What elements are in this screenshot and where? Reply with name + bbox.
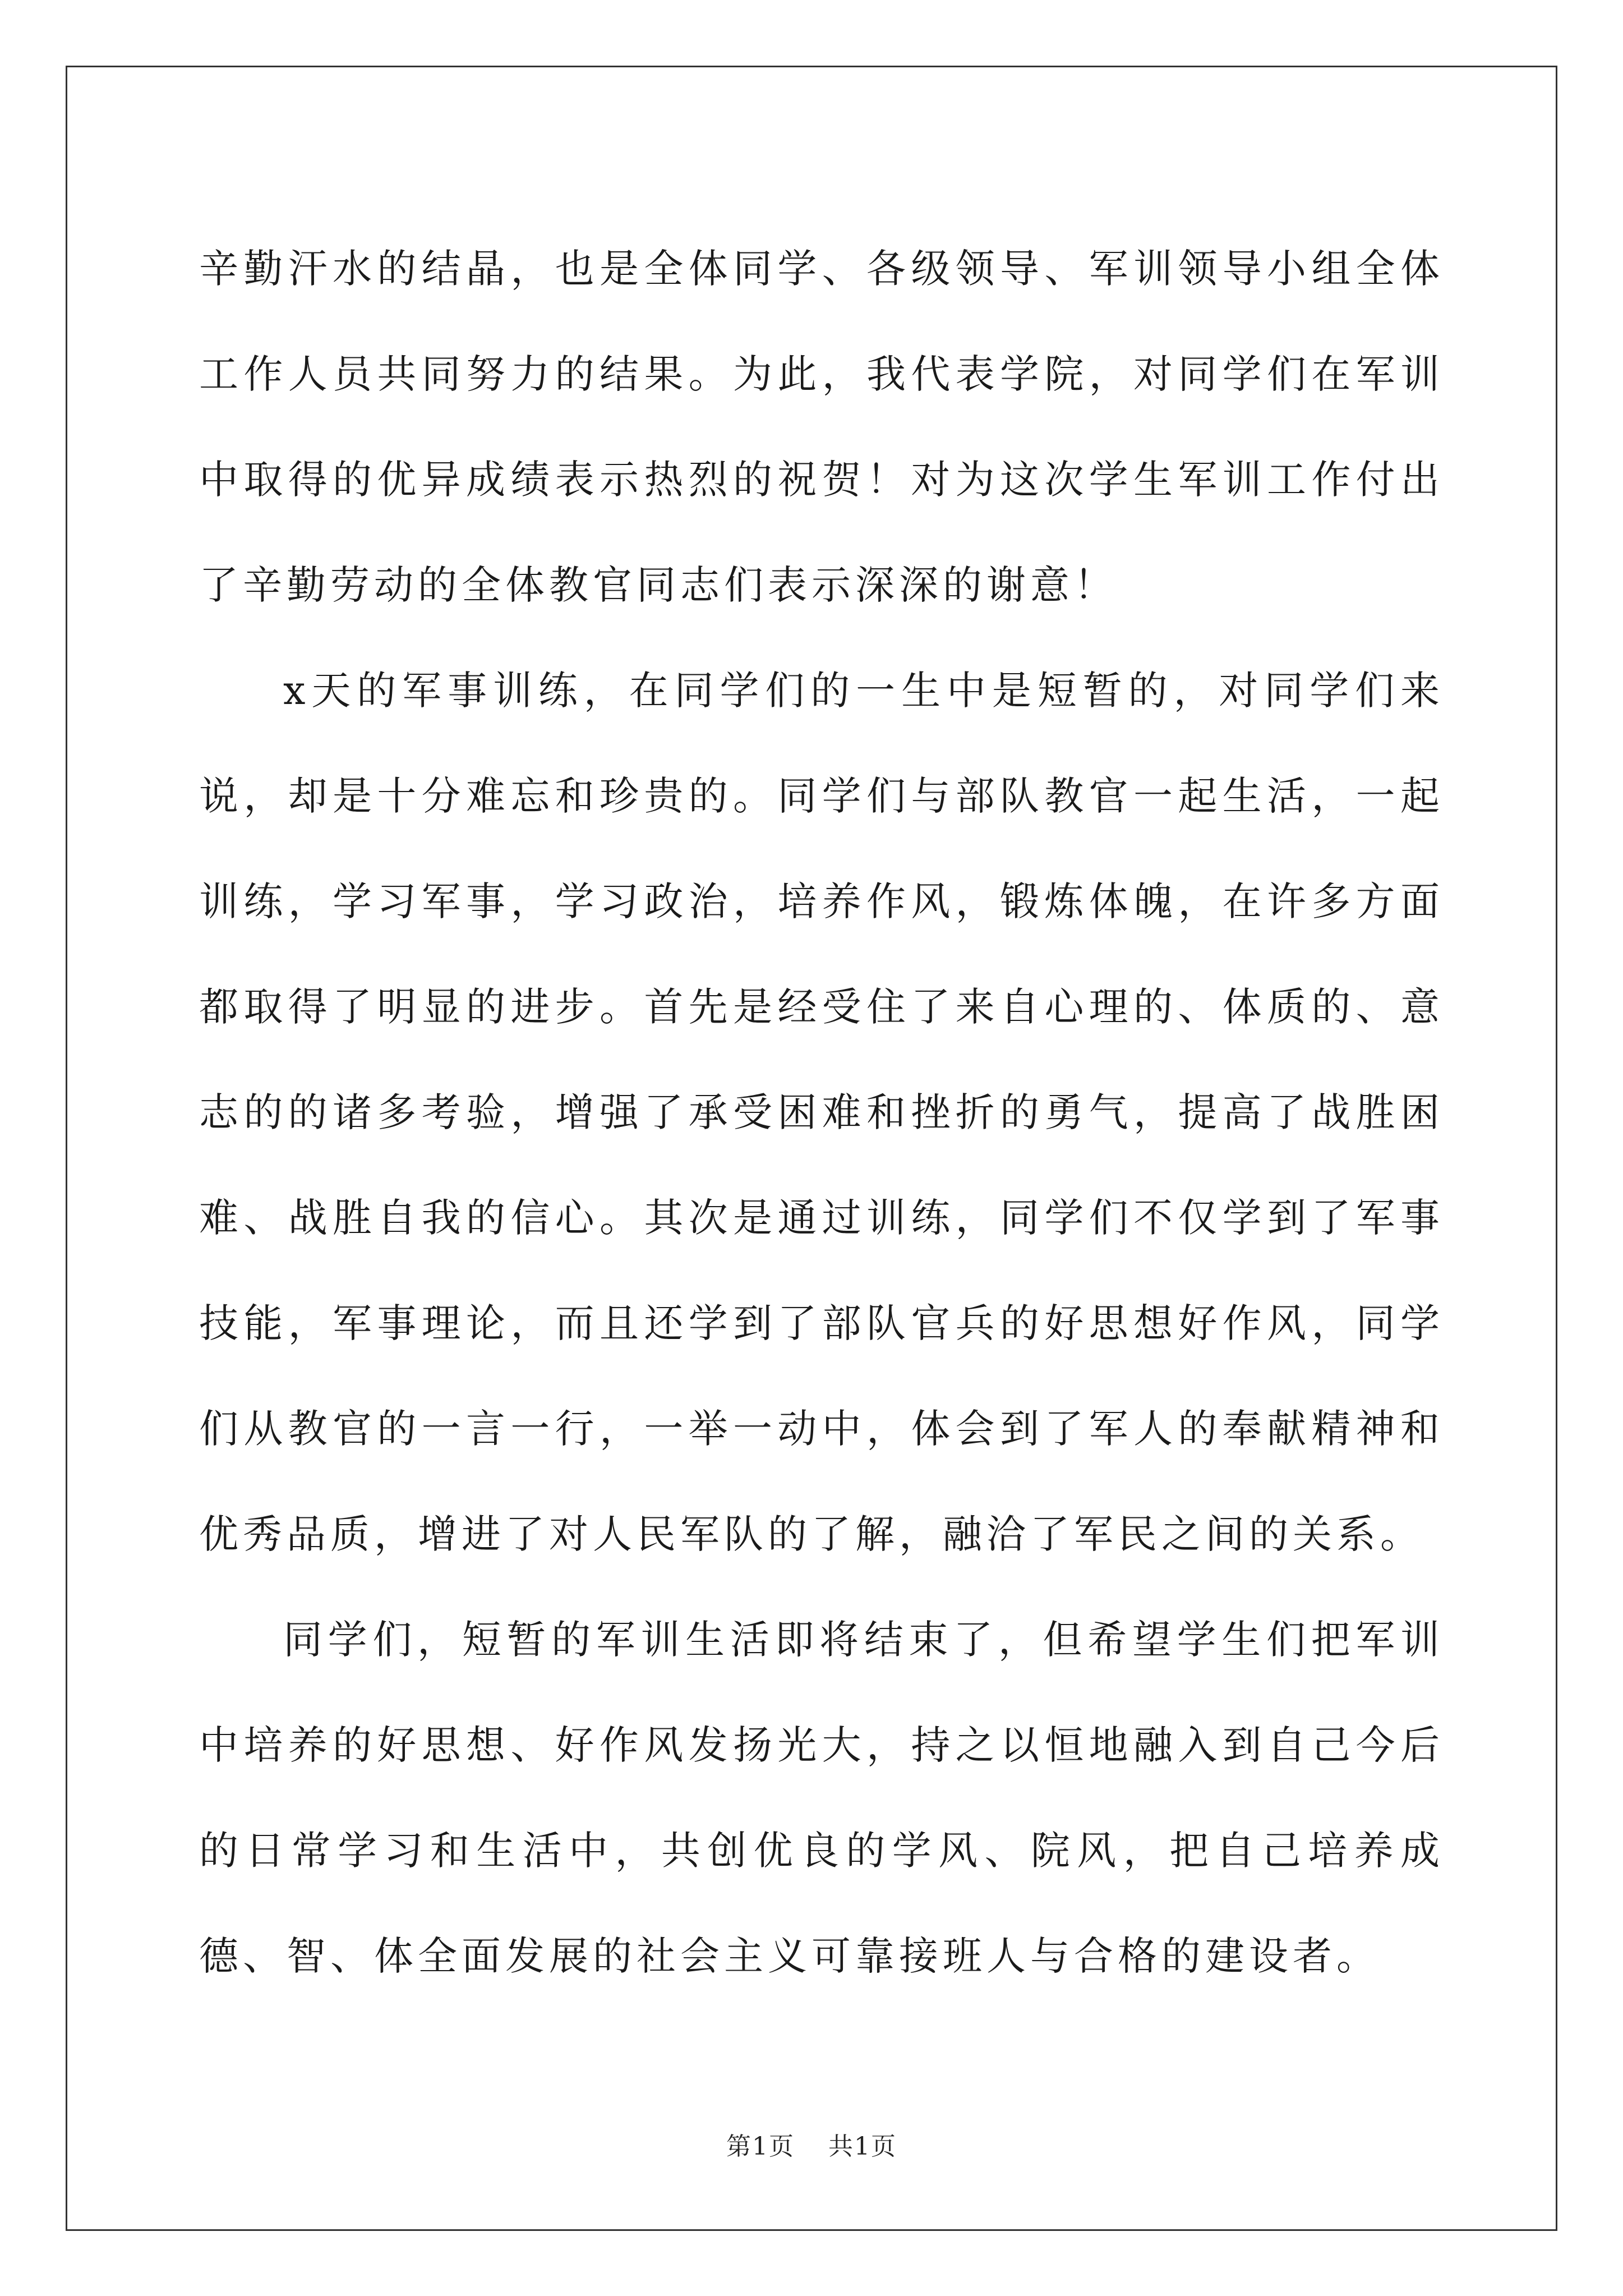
page-number-current: 第1页 (726, 2132, 795, 2161)
page-number-total: 共1页 (828, 2132, 897, 2161)
page-footer (0, 2126, 1623, 2162)
paragraph-3: 同学们，短暂的军训生活即将结束了，但希望学生们把军训中培养的好思想、好作风发扬光大，持之以恒地融入到自己今后的日常学习和生活中，共创优良的学风、院风，把自己培养成德、智、体全面发展的社会主义可靠接班人与合格的建设者。 (199, 1617, 1444, 1979)
paragraph-1: 辛勤汗水的结晶，也是全体同学、各级领导、军训领导小组全体工作人员共同努力的结果。为此，我代表学院，对同学们在军训中取得的优异成绩表示热烈的祝贺！对为这次学生军训工作付出了辛勤劳动的全体教官同志们表示深深的谢意！ (199, 246, 1444, 608)
paragraph-2: x天的军事训练，在同学们的一生中是短暂的，对同学们来说，却是十分难忘和珍贵的。同学们与部队教官一起生活，一起训练，学习军事，学习政治，培养作风，锻炼体魄，在许多方面都取得了明显的进步。首先是经受住了来自心理的、体质的、意志的的诸多考验，增强了承受困难和挫折的勇气，提高了战胜困难、战胜自我的信心。其次是通过训练，同学们不仅学到了军事技能，军事理论，而且还学到了部队官兵的好思想好作风，同学们从教官的一言一行，一举一动中，体会到了军人的奉献精神和优秀品质，增进了对人民军队的了解，融洽了军民之间的关系。 (199, 668, 1444, 1557)
document-body (199, 216, 1444, 2009)
